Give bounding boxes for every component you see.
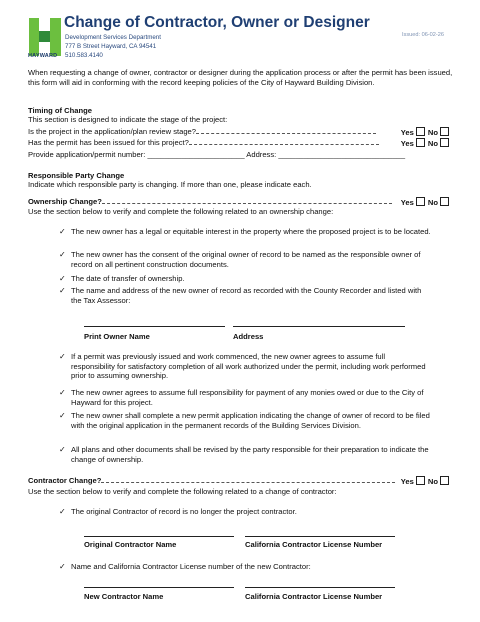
q-permit-issued — [28, 138, 452, 148]
dept-phone: 510.583.4140 — [65, 52, 103, 59]
ownership-item: ✓ All plans and other documents shall be revised by the party responsible for their preparation to indicate the change of ownership. — [59, 445, 429, 464]
contractor-item: ✓ Name and California Contractor License number of the new Contractor: — [59, 562, 311, 571]
check-icon: ✓ — [59, 562, 66, 571]
yes-label: Yes — [400, 139, 414, 148]
party-heading: Responsible Party Change — [28, 171, 125, 180]
check-icon: ✓ — [59, 445, 66, 454]
contractor-change-label: Contractor Change? — [28, 476, 102, 485]
leader-dots — [101, 482, 395, 483]
no-checkbox[interactable] — [440, 476, 449, 485]
owner-address-label: Address — [233, 332, 264, 341]
ownership-item: ✓ The new owner shall complete a new permit application indicating the change of owner of record to be filed with the original application in the permanent records of the Building Services Division. — [59, 411, 430, 430]
ownership-item: ✓ The name and address of the new owner of record as recorded with the County Recorder and listed with the Tax Assessor: — [59, 286, 422, 305]
owner-name-line[interactable] — [84, 326, 225, 327]
new-license-line[interactable] — [245, 587, 395, 588]
application-number-field[interactable]: Provide application/permit number: _______________________ Address: ______________________________ — [28, 150, 406, 159]
no-label: No — [427, 477, 438, 486]
no-label: No — [427, 198, 438, 207]
original-contractor-line[interactable] — [84, 536, 234, 537]
ownership-item: ✓ The new owner agrees to assume full responsibility for payment of any monies owed or due to the City of Hayward for this project. — [59, 388, 424, 407]
ownership-change-label: Ownership Change? — [28, 197, 102, 206]
yes-label: Yes — [400, 477, 414, 486]
leader-dots — [102, 203, 392, 204]
logo-text: HAYWARD — [28, 53, 58, 59]
new-contractor-label: New Contractor Name — [84, 592, 164, 601]
issued-date: Issued: 06-02-26 — [402, 32, 444, 38]
owner-name-label: Print Owner Name — [84, 332, 150, 341]
original-license-line[interactable] — [245, 536, 395, 537]
dept-street: 777 B Street Hayward, CA 94541 — [65, 43, 157, 50]
check-icon: ✓ — [59, 507, 66, 516]
ownership-item: ✓ The new owner has a legal or equitable interest in the property where the proposed project is to be located. — [59, 227, 431, 236]
original-contractor-label: Original Contractor Name — [84, 540, 177, 549]
yes-label: Yes — [400, 198, 414, 207]
yes-checkbox[interactable] — [416, 197, 425, 206]
contractor-change-row — [28, 476, 452, 486]
no-label: No — [427, 139, 438, 148]
check-icon: ✓ — [59, 227, 66, 236]
ownership-item: ✓ If a permit was previously issued and work commenced, the new owner agrees to assume full responsibility for satisfactory completion of all work authorized under the permit, including work performed prior to assuming ownership. — [59, 352, 426, 381]
leader-dots — [189, 144, 379, 145]
contractor-desc: Use the section below to verify and complete the following related to a change of contractor: — [28, 487, 337, 496]
q-application-stage — [28, 127, 452, 137]
no-label: No — [427, 128, 438, 137]
yes-checkbox[interactable] — [416, 476, 425, 485]
check-icon: ✓ — [59, 352, 66, 361]
check-icon: ✓ — [59, 388, 66, 397]
yes-checkbox[interactable] — [416, 138, 425, 147]
ownership-change-row — [28, 197, 452, 207]
timing-heading: Timing of Change — [28, 106, 92, 115]
yes-checkbox[interactable] — [416, 127, 425, 136]
no-checkbox[interactable] — [440, 127, 449, 136]
owner-address-line[interactable] — [233, 326, 405, 327]
leader-dots — [196, 133, 376, 134]
ownership-item: ✓ The new owner has the consent of the original owner of record to be named as the responsible owner of record on all pertinent construction documents. — [59, 250, 421, 269]
new-contractor-line[interactable] — [84, 587, 234, 588]
q-permit-issued-label: Has the permit has been issued for this project? — [28, 138, 189, 147]
contractor-item: ✓ The original Contractor of record is no longer the project contractor. — [59, 507, 297, 516]
timing-desc: This section is designed to indicate the stage of the project: — [28, 115, 228, 124]
check-icon: ✓ — [59, 250, 66, 259]
page-title: Change of Contractor, Owner or Designer — [64, 14, 370, 31]
original-license-label: California Contractor License Number — [245, 540, 383, 549]
yes-label: Yes — [400, 128, 414, 137]
no-checkbox[interactable] — [440, 138, 449, 147]
ownership-item: ✓ The date of transfer of ownership. — [59, 274, 185, 283]
check-icon: ✓ — [59, 274, 66, 283]
ownership-desc: Use the section below to verify and complete the following related to an ownership change: — [28, 207, 334, 216]
dept-name: Development Services Department — [65, 34, 161, 41]
party-desc: Indicate which responsible party is changing. If more than one, please indicate each. — [28, 180, 312, 189]
check-icon: ✓ — [59, 286, 66, 295]
no-checkbox[interactable] — [440, 197, 449, 206]
q-application-stage-label: Is the project in the application/plan review stage? — [28, 127, 197, 136]
intro-paragraph: When requesting a change of owner, contractor or designer during the application process or after the permit has been issued, this form will aid in conforming with the record keeping policies of the City of Hayward Building Division. — [28, 68, 453, 87]
check-icon: ✓ — [59, 411, 66, 420]
new-license-label: California Contractor License Number — [245, 592, 383, 601]
